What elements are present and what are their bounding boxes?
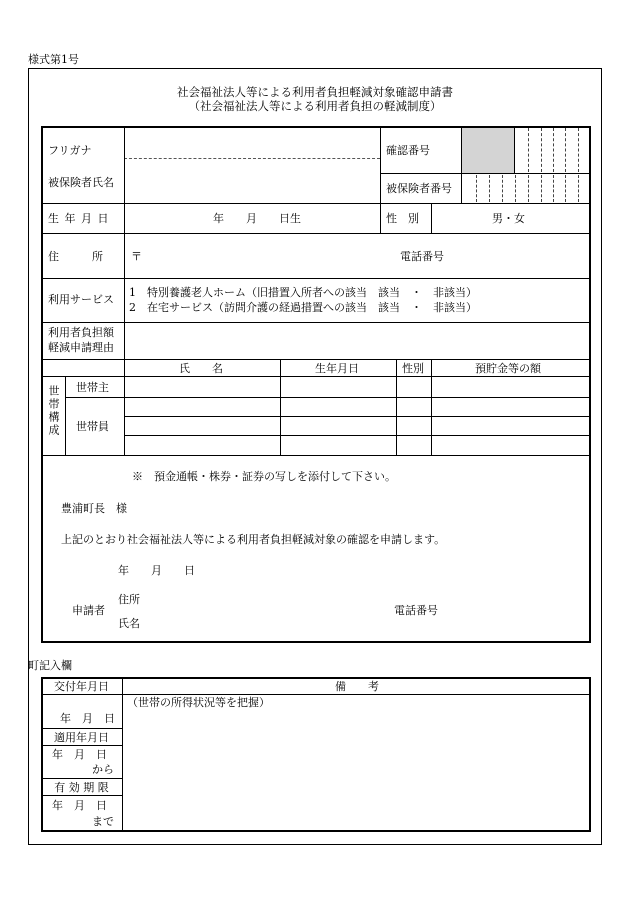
household-header-savings: 預貯金等の額 (475, 362, 541, 375)
insured-name-label: 被保険者氏名 (48, 176, 114, 189)
office-use-frame (41, 677, 591, 832)
declaration-date[interactable]: 年 月 日 (118, 564, 195, 577)
form-number: 様式第1号 (28, 53, 79, 66)
furigana-label: フリガナ (48, 144, 92, 157)
declaration-statement: 上記のとおり社会福祉法人等による利用者負担軽減対象の確認を申請します。 (61, 533, 446, 546)
form-title: 社会福祉法人等による利用者負担軽減対象確認申請書 (177, 85, 453, 99)
office-use-label: 町記入欄 (28, 659, 72, 672)
apply-date-label: 適用年月日 (54, 731, 109, 744)
service-option-2[interactable]: 2 在宅サービス（訪問介護の経過措置への該当 該当 ・ 非該当） (129, 301, 477, 314)
applicant-name-label: 氏名 (118, 617, 140, 630)
remarks-note: （世帯の所得状況等を把握） (127, 696, 270, 709)
phone-label: 電話番号 (400, 250, 444, 263)
service-option-1[interactable]: 1 特別養護老人ホーム（旧措置入所者への該当 該当 ・ 非該当） (129, 286, 477, 299)
remarks-label: 備 考 (335, 680, 379, 693)
apply-from-label: から (92, 763, 114, 776)
reason-label-1: 利用者負担額 (48, 326, 114, 339)
issue-date-value: 年 月 日 (60, 712, 115, 725)
reason-label-2: 軽減申請理由 (48, 341, 114, 354)
validity-until-label: まで (92, 815, 114, 828)
service-label: 利用サービス (48, 293, 114, 306)
applicant-phone-label: 電話番号 (394, 604, 438, 617)
household-header-birthdate: 生年月日 (315, 362, 359, 375)
household-header-gender: 性別 (402, 362, 424, 375)
validity-label: 有 効 期 限 (54, 781, 109, 794)
household-members-label: 世帯員 (76, 420, 109, 433)
applicant-label: 申請者 (72, 604, 105, 617)
address-input[interactable] (145, 236, 385, 276)
furigana-input[interactable] (125, 128, 379, 157)
validity-date-value: 年 月 日 (52, 799, 107, 812)
birth-date-value[interactable]: 年 月 日生 (213, 212, 301, 225)
addressee: 豊浦町長 様 (61, 502, 127, 515)
issue-date-label: 交付年月日 (54, 680, 109, 693)
address-label: 住 所 (48, 250, 103, 263)
reason-input[interactable] (125, 324, 589, 358)
gender-value[interactable]: 男・女 (492, 212, 525, 225)
apply-date-value: 年 月 日 (52, 748, 107, 761)
insured-number-input[interactable] (462, 175, 590, 202)
household-label: 世帯構成 (47, 385, 60, 437)
confirmation-number-box[interactable] (462, 128, 514, 173)
insured-number-label: 被保険者番号 (386, 182, 452, 195)
attachment-note: ※ 預金通帳・株券・証券の写しを添付して下さい。 (132, 470, 396, 483)
gender-label: 性 別 (386, 212, 419, 225)
applicant-address-label: 住所 (118, 593, 140, 606)
form-subtitle: （社会福祉法人等による利用者負担の軽減制度） (188, 99, 442, 113)
household-header-name: 氏 名 (179, 362, 223, 375)
insured-name-input[interactable] (125, 160, 379, 202)
household-head-label: 世帯主 (76, 381, 109, 394)
postal-mark: 〒 (131, 250, 142, 263)
birth-date-label: 生 年 月 日 (48, 212, 110, 225)
confirmation-number-label: 確認番号 (386, 144, 430, 157)
